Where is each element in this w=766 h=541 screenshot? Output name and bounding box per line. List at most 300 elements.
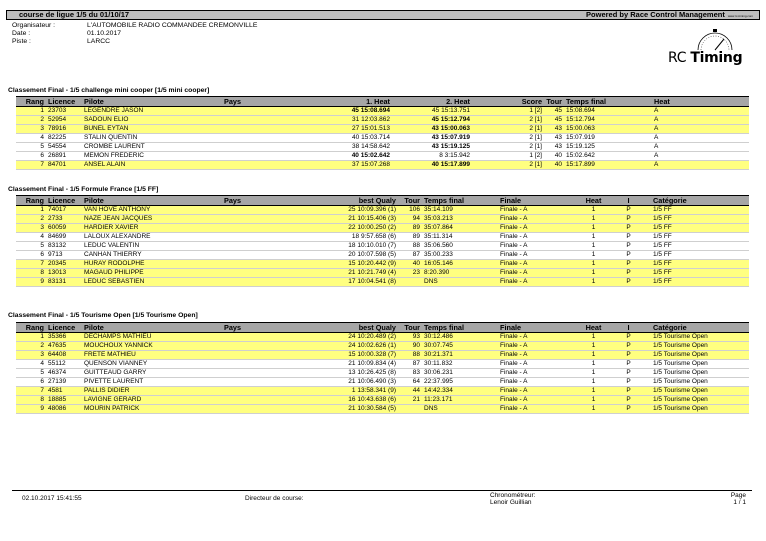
table-row	[16, 333, 749, 342]
table-cell: Finale - A	[498, 387, 581, 396]
table-cell: 89	[398, 233, 422, 242]
table-cell: Finale - A	[498, 396, 581, 405]
table-cell: 1/5 Tourisme Open	[651, 387, 749, 396]
table-cell: 2 [1]	[472, 161, 544, 170]
table-cell	[222, 378, 302, 387]
column-header: Finale	[498, 196, 581, 206]
meta-key: Date :	[12, 30, 31, 37]
table-cell: 1/5 Tourisme Open	[651, 342, 749, 351]
table-cell: CROMBE LAURENT	[82, 143, 222, 152]
meta-value: LARCC	[87, 38, 111, 45]
table-cell: A	[652, 161, 749, 170]
table-cell: 15:08.694	[564, 107, 652, 116]
table-cell: 24 10:02.626 (1)	[302, 342, 398, 351]
table-cell: Finale - A	[498, 333, 581, 342]
table-cell: 1	[581, 233, 606, 242]
table-cell: NAZE JEAN JACQUES	[82, 215, 222, 224]
event-meta	[12, 22, 257, 46]
table-header-row	[16, 97, 749, 107]
page-number	[720, 492, 746, 506]
table-cell: 22 10:00.250 (2)	[302, 224, 398, 233]
table-cell: Finale - A	[498, 369, 581, 378]
table-cell: 6	[16, 251, 46, 260]
table-cell: 1/5 FF	[651, 269, 749, 278]
table-cell: 24 10:20.489 (2)	[302, 333, 398, 342]
table-cell: 45 15:08.694	[312, 107, 392, 116]
timekeeper-label: Chronométreur:	[490, 492, 536, 499]
column-header: Heat	[581, 323, 606, 333]
table-cell: 1	[581, 224, 606, 233]
table-cell	[222, 369, 302, 378]
table-cell: 1	[581, 396, 606, 405]
table-row	[16, 242, 749, 251]
column-header: Temps final	[422, 323, 498, 333]
timekeeper-name: Lenoir Guillian	[490, 499, 532, 506]
table-cell: 35:06.560	[422, 242, 498, 251]
table-cell: 1	[16, 333, 46, 342]
table-row	[16, 233, 749, 242]
column-header: Pilote	[82, 97, 222, 107]
table-cell: P	[606, 224, 651, 233]
table-cell: 2 [1]	[472, 134, 544, 143]
table-cell: P	[606, 206, 651, 215]
table-row	[16, 143, 749, 152]
table-row	[16, 206, 749, 215]
table-row	[16, 369, 749, 378]
meta-organizer	[12, 22, 257, 30]
table-cell: 1	[581, 278, 606, 287]
table-cell: 18 9:57.658 (6)	[302, 233, 398, 242]
table-cell: 1	[581, 387, 606, 396]
table-cell: Finale - A	[498, 360, 581, 369]
table-cell	[222, 351, 302, 360]
table-cell: 1/5 Tourisme Open	[651, 360, 749, 369]
table-cell: 2 [1]	[472, 125, 544, 134]
table-cell: P	[606, 405, 651, 414]
table-cell	[398, 278, 422, 287]
table-cell: P	[606, 333, 651, 342]
table-cell: 37 15:07.268	[312, 161, 392, 170]
table-cell: Finale - A	[498, 215, 581, 224]
table-cell: 2733	[46, 215, 82, 224]
table-cell: 2	[16, 342, 46, 351]
table-cell: 1/5 Tourisme Open	[651, 396, 749, 405]
column-header: Heat	[581, 196, 606, 206]
table-cell: 4581	[46, 387, 82, 396]
table-cell: 30:11.832	[422, 360, 498, 369]
column-header: Licence	[46, 196, 82, 206]
table-cell: 35:14.109	[422, 206, 498, 215]
table-cell: MAGAUD PHILIPPE	[82, 269, 222, 278]
table-cell: 22:37.995	[422, 378, 498, 387]
table-row	[16, 161, 749, 170]
table-cell	[222, 251, 302, 260]
table-cell: 20345	[46, 260, 82, 269]
table-cell: FRETE MATHIEU	[82, 351, 222, 360]
table-cell: 2 [1]	[472, 143, 544, 152]
table-cell: 31 12:03.862	[312, 116, 392, 125]
table-cell: 78916	[46, 125, 82, 134]
table-cell: 27139	[46, 378, 82, 387]
table-cell: LAVIGNE GERARD	[82, 396, 222, 405]
table-cell: 35:03.213	[422, 215, 498, 224]
column-header: Pays	[222, 97, 312, 107]
table-cell: 52954	[46, 116, 82, 125]
column-header: 1. Heat	[312, 97, 392, 107]
table-cell	[222, 116, 312, 125]
table-row	[16, 360, 749, 369]
table-cell: 15:07.919	[564, 134, 652, 143]
column-header: Temps final	[422, 196, 498, 206]
table-row	[16, 125, 749, 134]
table-cell: 54554	[46, 143, 82, 152]
table-cell: 1	[581, 351, 606, 360]
table-cell: 14:42.334	[422, 387, 498, 396]
table-cell: 3	[16, 125, 46, 134]
table-cell: 2 [1]	[472, 116, 544, 125]
table-cell	[222, 134, 312, 143]
table-cell: 38 14:58.642	[312, 143, 392, 152]
table-row	[16, 215, 749, 224]
table-cell: 21 10:30.584 (5)	[302, 405, 398, 414]
table-cell: 1	[581, 269, 606, 278]
table-cell: Finale - A	[498, 242, 581, 251]
table-cell: 1/5 Tourisme Open	[651, 333, 749, 342]
table-cell	[398, 405, 422, 414]
table-cell	[222, 269, 302, 278]
table-cell: BUNEL EYTAN	[82, 125, 222, 134]
table-cell: A	[652, 125, 749, 134]
table-cell	[222, 152, 312, 161]
table-cell: 5	[16, 242, 46, 251]
table-cell: P	[606, 233, 651, 242]
table-cell: 1	[581, 215, 606, 224]
table-cell: 16:05.146	[422, 260, 498, 269]
table-cell: MOURIN PATRICK	[82, 405, 222, 414]
table-row	[16, 152, 749, 161]
table-cell: Finale - A	[498, 206, 581, 215]
table-cell: 21 10:15.406 (3)	[302, 215, 398, 224]
table-cell: 7	[16, 387, 46, 396]
table-cell: 9	[16, 278, 46, 287]
table-cell: 1 [2]	[472, 152, 544, 161]
table-cell	[222, 342, 302, 351]
table-cell: 11:23.171	[422, 396, 498, 405]
table-cell: 45	[544, 116, 564, 125]
table-cell: 9713	[46, 251, 82, 260]
meta-value: L'AUTOMOBILE RADIO COMMANDEE CREMONVILLE	[87, 22, 258, 29]
table-cell: P	[606, 378, 651, 387]
table-cell: 17 10:04.541 (8)	[302, 278, 398, 287]
table-cell: DNS	[422, 278, 498, 287]
table-cell: MOUCHOUX YANNICK	[82, 342, 222, 351]
report-title: course de ligue 1/5 du 01/10/17	[19, 10, 130, 19]
table-cell: 15:00.063	[564, 125, 652, 134]
table-cell: 13013	[46, 269, 82, 278]
table-cell: 1/5 FF	[651, 206, 749, 215]
footer-divider	[12, 490, 752, 491]
table-cell: 1/5 FF	[651, 251, 749, 260]
table-cell: 40	[398, 260, 422, 269]
section-title-formule-france: Classement Final - 1/5 Formule France [1/5 FF]	[8, 186, 159, 193]
table-cell: 35:00.233	[422, 251, 498, 260]
table-row	[16, 351, 749, 360]
table-cell: 23703	[46, 107, 82, 116]
table-row	[16, 269, 749, 278]
table-cell: 1	[581, 242, 606, 251]
logo-wordmark	[668, 50, 742, 66]
table-cell	[222, 224, 302, 233]
table-cell: 45 15:12.794	[392, 116, 472, 125]
report-title-bar	[6, 10, 760, 20]
table-cell: P	[606, 269, 651, 278]
table-cell	[222, 405, 302, 414]
table-cell: 35:11.314	[422, 233, 498, 242]
table-cell: A	[652, 116, 749, 125]
table-cell: P	[606, 215, 651, 224]
table-cell: 82225	[46, 134, 82, 143]
table-cell: 1/5 Tourisme Open	[651, 351, 749, 360]
table-cell: 30:21.371	[422, 351, 498, 360]
table-cell	[222, 242, 302, 251]
table-cell: Finale - A	[498, 260, 581, 269]
column-header: Heat	[652, 97, 749, 107]
table-cell	[222, 206, 302, 215]
table-cell: 40 15:02.642	[312, 152, 392, 161]
table-cell: 16 10:43.638 (6)	[302, 396, 398, 405]
table-cell: 1	[16, 206, 46, 215]
logo-timing: Timing	[690, 50, 743, 66]
table-cell: 1	[581, 206, 606, 215]
table-row	[16, 116, 749, 125]
column-header: Pays	[222, 196, 302, 206]
table-cell	[222, 125, 312, 134]
table-cell: 90	[398, 342, 422, 351]
table-cell: 43 15:19.125	[392, 143, 472, 152]
table-cell: 23	[398, 269, 422, 278]
table-cell: 1	[581, 369, 606, 378]
table-cell: ANSEL ALAIN	[82, 161, 222, 170]
table-cell: 1/5 Tourisme Open	[651, 405, 749, 414]
table-cell: 15 10:00.328 (7)	[302, 351, 398, 360]
table-cell: 15 10:20.442 (9)	[302, 260, 398, 269]
table-cell	[222, 107, 312, 116]
table-cell: 8 3:15.942	[392, 152, 472, 161]
table-cell: A	[652, 152, 749, 161]
table-cell: 89	[398, 224, 422, 233]
table-cell: 21 10:09.834 (4)	[302, 360, 398, 369]
table-cell: 84699	[46, 233, 82, 242]
table-cell: 48086	[46, 405, 82, 414]
table-cell: MEMON FREDERIC	[82, 152, 222, 161]
table-cell: 8	[16, 269, 46, 278]
results-table-formule-france	[16, 195, 749, 287]
table-cell: 1	[581, 342, 606, 351]
table-cell: 1/5 FF	[651, 260, 749, 269]
table-cell: 43	[544, 134, 564, 143]
table-cell: 30:07.745	[422, 342, 498, 351]
table-cell: 30:12.486	[422, 333, 498, 342]
table-row	[16, 251, 749, 260]
table-cell: LALOUX ALEXANDRE	[82, 233, 222, 242]
table-cell: 1	[581, 260, 606, 269]
table-cell: 83131	[46, 278, 82, 287]
table-row	[16, 396, 749, 405]
table-cell: 2	[16, 116, 46, 125]
table-cell: 6	[16, 152, 46, 161]
table-cell	[222, 143, 312, 152]
table-cell: 74017	[46, 206, 82, 215]
column-header: Tour	[398, 196, 422, 206]
table-cell: 1	[16, 107, 46, 116]
table-header-row	[16, 196, 749, 206]
table-cell: Finale - A	[498, 278, 581, 287]
table-cell: Finale - A	[498, 233, 581, 242]
table-cell: 26891	[46, 152, 82, 161]
table-cell: Finale - A	[498, 378, 581, 387]
table-cell: Finale - A	[498, 351, 581, 360]
table-cell: 1/5 Tourisme Open	[651, 369, 749, 378]
table-cell: 88	[398, 351, 422, 360]
stopwatch-arc-icon	[668, 26, 748, 52]
table-row	[16, 378, 749, 387]
table-cell: 21 10:21.749 (4)	[302, 269, 398, 278]
timekeeper	[490, 492, 536, 506]
race-director-label: Directeur de course:	[245, 495, 304, 502]
table-cell: 35366	[46, 333, 82, 342]
table-cell: STALIN QUENTIN	[82, 134, 222, 143]
table-cell: 3	[16, 224, 46, 233]
powered-by-text: Powered by Race Control Management	[586, 10, 725, 19]
table-row	[16, 342, 749, 351]
meta-value: 01.10.2017	[87, 30, 122, 37]
table-cell: 1/5 FF	[651, 278, 749, 287]
table-row	[16, 107, 749, 116]
section-title-tourisme-open: Classement Final - 1/5 Tourisme Open [1/5 Tourisme Open]	[8, 312, 198, 319]
column-header: Tour	[544, 97, 564, 107]
table-cell: P	[606, 360, 651, 369]
column-header: Temps final	[564, 97, 652, 107]
table-cell: 88	[398, 242, 422, 251]
table-cell: P	[606, 351, 651, 360]
table-cell: A	[652, 107, 749, 116]
column-header: Score	[472, 97, 544, 107]
table-cell: 43	[544, 143, 564, 152]
table-cell: 1 [2]	[472, 107, 544, 116]
table-cell	[222, 333, 302, 342]
table-cell: 15:02.642	[564, 152, 652, 161]
table-row	[16, 387, 749, 396]
table-cell: 1/5 FF	[651, 224, 749, 233]
table-cell: VAN HOVE ANTHONY	[82, 206, 222, 215]
column-header: Catégorie	[651, 323, 749, 333]
table-cell: 45 15:13.751	[392, 107, 472, 116]
table-cell: 8	[16, 396, 46, 405]
table-row	[16, 260, 749, 269]
table-cell: P	[606, 369, 651, 378]
logo-rc: RC	[668, 50, 687, 66]
table-cell: 40 15:17.899	[392, 161, 472, 170]
table-cell: QUENSON VIANNEY	[82, 360, 222, 369]
table-cell: 35:07.864	[422, 224, 498, 233]
table-row	[16, 224, 749, 233]
table-cell: P	[606, 251, 651, 260]
column-header: Rang	[16, 97, 46, 107]
table-cell: 6	[16, 378, 46, 387]
table-cell	[222, 396, 302, 405]
table-cell: A	[652, 143, 749, 152]
table-cell: 1	[581, 378, 606, 387]
table-cell: 83	[398, 369, 422, 378]
table-cell: GUITTEAUD GARRY	[82, 369, 222, 378]
table-cell: LEDUC VALENTIN	[82, 242, 222, 251]
table-cell: 7	[16, 161, 46, 170]
table-cell: LEDUC SEBASTIEN	[82, 278, 222, 287]
table-cell: P	[606, 342, 651, 351]
table-cell: 7	[16, 260, 46, 269]
table-cell: 60059	[46, 224, 82, 233]
table-cell: 20 10:07.598 (5)	[302, 251, 398, 260]
column-header: Tour	[398, 323, 422, 333]
table-cell: A	[652, 134, 749, 143]
results-table-mini-cooper	[16, 96, 749, 170]
table-cell: P	[606, 260, 651, 269]
table-cell: 13 10:26.425 (8)	[302, 369, 398, 378]
table-cell: 2	[16, 215, 46, 224]
column-header: Rang	[16, 196, 46, 206]
table-cell: 43 15:00.063	[392, 125, 472, 134]
column-header: I	[606, 323, 651, 333]
table-cell	[222, 233, 302, 242]
column-header: Licence	[46, 97, 82, 107]
results-table-tourisme-open	[16, 322, 749, 414]
powered-by-url: www.rc-timing.com	[727, 14, 753, 18]
table-cell: 87	[398, 360, 422, 369]
table-cell: P	[606, 387, 651, 396]
table-cell: P	[606, 242, 651, 251]
table-cell: 1/5 FF	[651, 242, 749, 251]
table-cell: 4	[16, 233, 46, 242]
column-header: Catégorie	[651, 196, 749, 206]
table-cell: 55112	[46, 360, 82, 369]
table-cell: 8:20.390	[422, 269, 498, 278]
meta-key: Organisateur :	[12, 22, 56, 29]
column-header: Licence	[46, 323, 82, 333]
print-datetime: 02.10.2017 15:41:55	[22, 495, 82, 502]
table-cell	[222, 360, 302, 369]
table-cell: PIVETTE LAURENT	[82, 378, 222, 387]
table-cell: 27 15:01.513	[312, 125, 392, 134]
table-cell: 93	[398, 333, 422, 342]
table-cell: 21 10:06.490 (3)	[302, 378, 398, 387]
table-cell: 47635	[46, 342, 82, 351]
table-cell	[222, 161, 312, 170]
table-cell: 1 13:58.341 (9)	[302, 387, 398, 396]
table-cell: HURAY RODOLPHE	[82, 260, 222, 269]
table-cell: 18885	[46, 396, 82, 405]
section-title-mini-cooper: Classement Final - 1/5 challenge mini cooper [1/5 mini cooper]	[8, 87, 210, 94]
table-cell: 1/5 FF	[651, 215, 749, 224]
table-cell	[222, 215, 302, 224]
table-cell: 40	[544, 152, 564, 161]
table-cell: 43 15:07.919	[392, 134, 472, 143]
table-cell: 1	[581, 333, 606, 342]
column-header: best Qualy	[302, 196, 398, 206]
table-cell: 1	[581, 251, 606, 260]
table-cell: P	[606, 396, 651, 405]
table-cell: 84701	[46, 161, 82, 170]
table-cell: 83132	[46, 242, 82, 251]
